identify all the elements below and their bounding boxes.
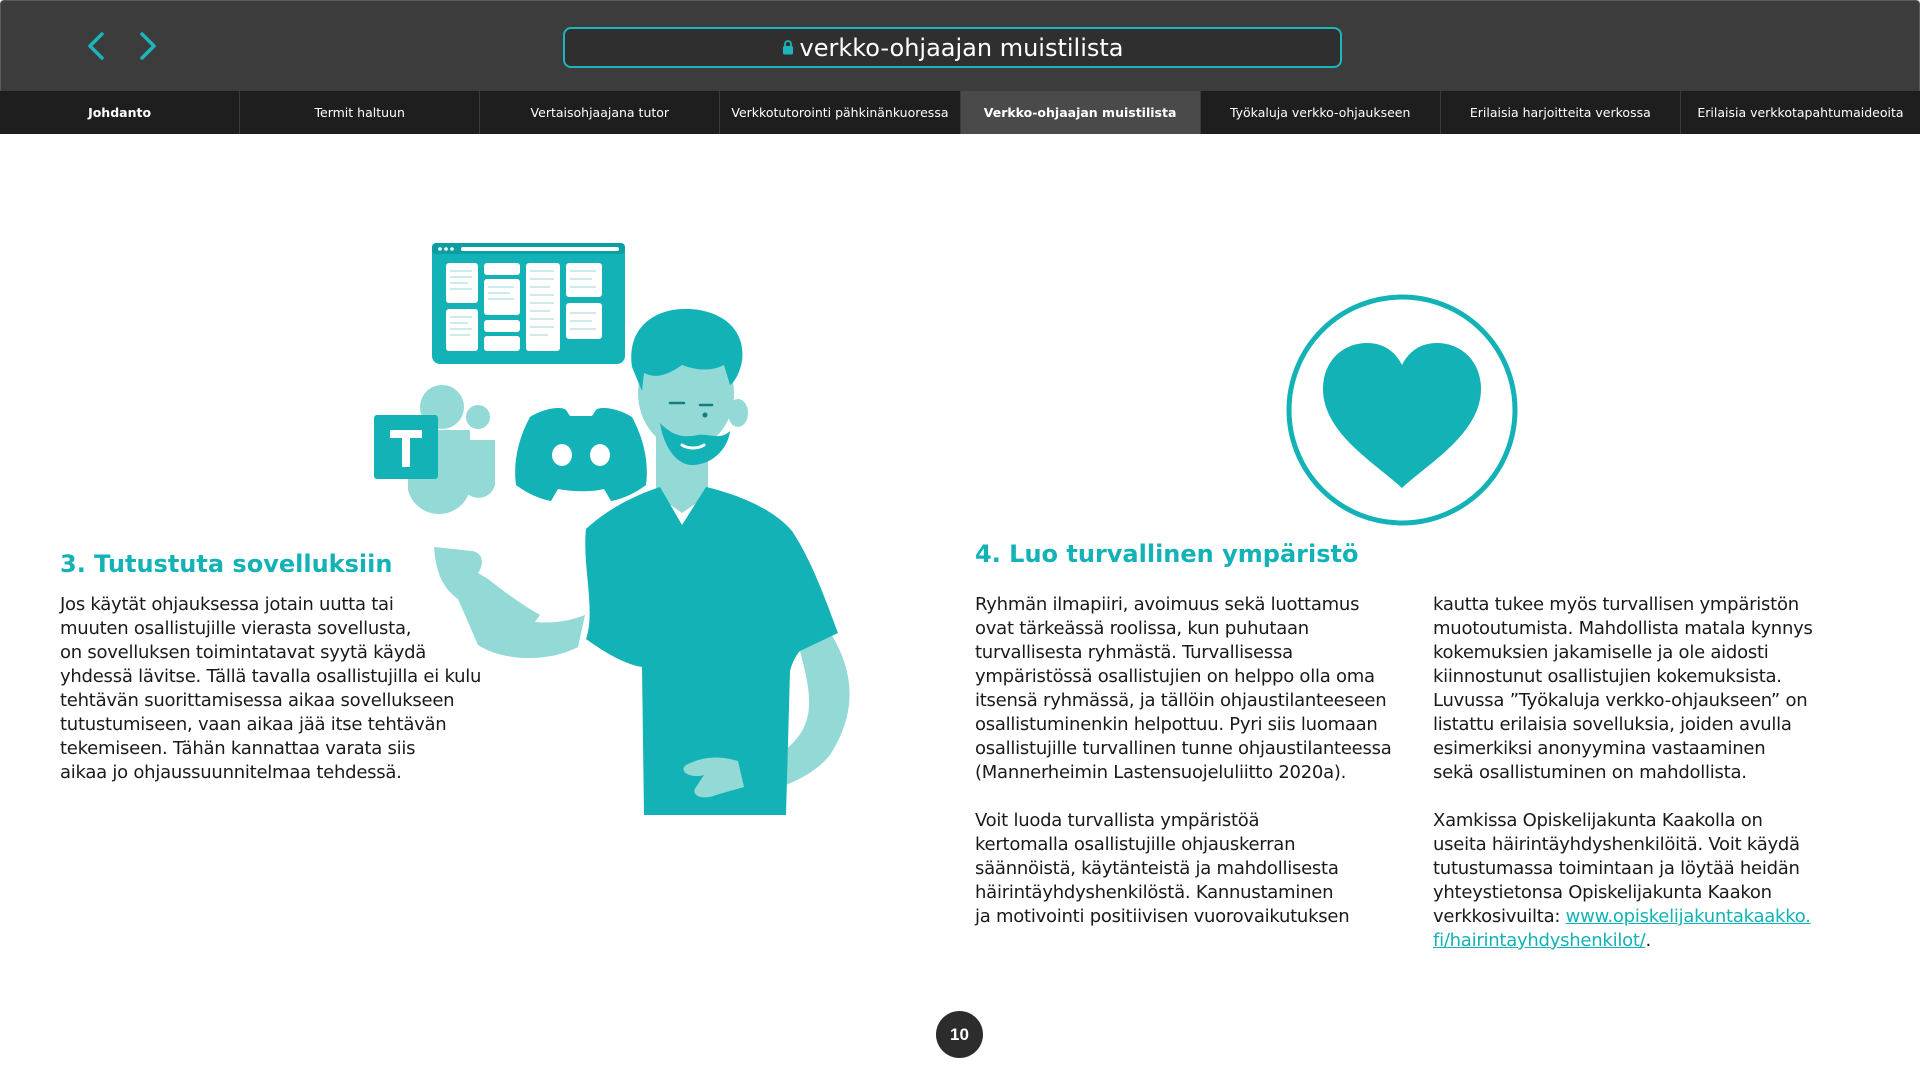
tab-johdanto[interactable]: Johdanto <box>0 91 240 134</box>
tab-erilaisia-harjoitteita[interactable]: Erilaisia harjoitteita verkossa <box>1441 91 1681 134</box>
page-number: 10 <box>936 1011 983 1058</box>
section-4-heading: 4. Luo turvallinen ympäristö <box>975 540 1359 568</box>
tab-termit-haltuun[interactable]: Termit haltuun <box>240 91 480 134</box>
section-4-col2-paragraph-2-text: Xamkissa Opiskelijakunta Kaakolla on useita häirintäyhdyshenkilöitä. Voit käydä tutustumassa toimintaan ja löytää heidän yhteystietonsa Opiskelijakunta Kaakon verkkosivuilta: <box>1433 810 1800 927</box>
browser-toolbar <box>0 0 1920 91</box>
teams-icon <box>374 385 495 514</box>
hairintayhdyshenkilot-link[interactable]: www.opiskelijakuntakaakko. fi/hairintayhdyshenkilot/ <box>1433 906 1811 951</box>
chevron-left-icon[interactable] <box>79 29 113 63</box>
tab-vertaisohjaajana-tutor[interactable]: Vertaisohjaajana tutor <box>480 91 720 134</box>
section-4-column-1 <box>975 593 1415 929</box>
section-4-column-2 <box>1433 593 1873 953</box>
tab-verkko-ohjaajan-muistilista[interactable]: Verkko-ohjaajan muistilista <box>961 91 1201 134</box>
chevron-right-icon[interactable] <box>131 29 165 63</box>
section-4-col1-paragraph-1: Ryhmän ilmapiiri, avoimuus sekä luottamus ovat tärkeässä roolissa, kun puhutaan turvallisesta ryhmästä. Turvallisessa ympäristössä osallistujien on helppo olla oma itsensä ryhmässä, ja tällöin ohjaustilanteeseen osallistuminenkin helpottuu. Pyri siis luomaan osallistujille turvallinen tunne ohjaustilanteessa (Mannerheimin Lastensuojeluliitto 2020a). <box>975 594 1392 783</box>
link-suffix: . <box>1645 930 1651 951</box>
address-text: verkko-ohjaajan muistilista <box>799 33 1124 62</box>
section-3-heading: 3. Tutustuta sovelluksiin <box>60 550 393 578</box>
heart-icon <box>1285 293 1519 527</box>
section-3-body <box>60 593 500 785</box>
discord-icon <box>515 408 647 501</box>
tab-tyokaluja-verkko-ohjaukseen[interactable]: Työkaluja verkko-ohjaukseen <box>1201 91 1441 134</box>
section-4-col2-paragraph-2 <box>1433 809 1873 953</box>
lock-icon <box>782 40 794 55</box>
section-4-col1-paragraph-2: Voit luoda turvallista ympäristöä kertomalla osallistujille ohjauskerran säännöistä, käytänteistä ja mahdollisesta häirintäyhdyshenkilöstä. Kannustaminen ja motivointi positiivisen vuorovaikutuksen <box>975 810 1350 927</box>
section-4-col2-paragraph-1: kautta tukee myös turvallisen ympäristön muotoutumista. Mahdollista matala kynnys kokemuksien jakamiselle ja ole aidosti kiinnostunut osallistujien kokemuksista. Luvussa ”Työkaluja verkko-ohjaukseen” on listattu erilaisia sovelluksia, joiden avulla esimerkiksi anonyymina vastaaminen sekä osallistuminen on mahdollista. <box>1433 594 1813 783</box>
address-bar[interactable] <box>563 27 1342 68</box>
tab-erilaisia-verkkotapahtumaideoita[interactable]: Erilaisia verkkotapahtumaideoita <box>1697 105 1904 120</box>
tab-verkkotutorointi[interactable]: Verkkotutorointi pähkinänkuoressa <box>720 91 960 134</box>
chapter-tabs <box>0 91 1920 134</box>
section-3-paragraph: Jos käytät ohjauksessa jotain uutta tai muuten osallistujille vierasta sovellusta, on sovelluksen toimintatavat syytä käydä yhdessä lävitse. Tällä tavalla osallistujilla ei kulu tehtävän suorittamisessa aikaa sovellukseen tutustumiseen, vaan aikaa jää itse tehtävän tekemiseen. Tähän kannattaa varata siis aikaa jo ohjaussuunnitelmaa tehdessä. <box>60 594 482 783</box>
app-window-icon <box>432 243 625 364</box>
